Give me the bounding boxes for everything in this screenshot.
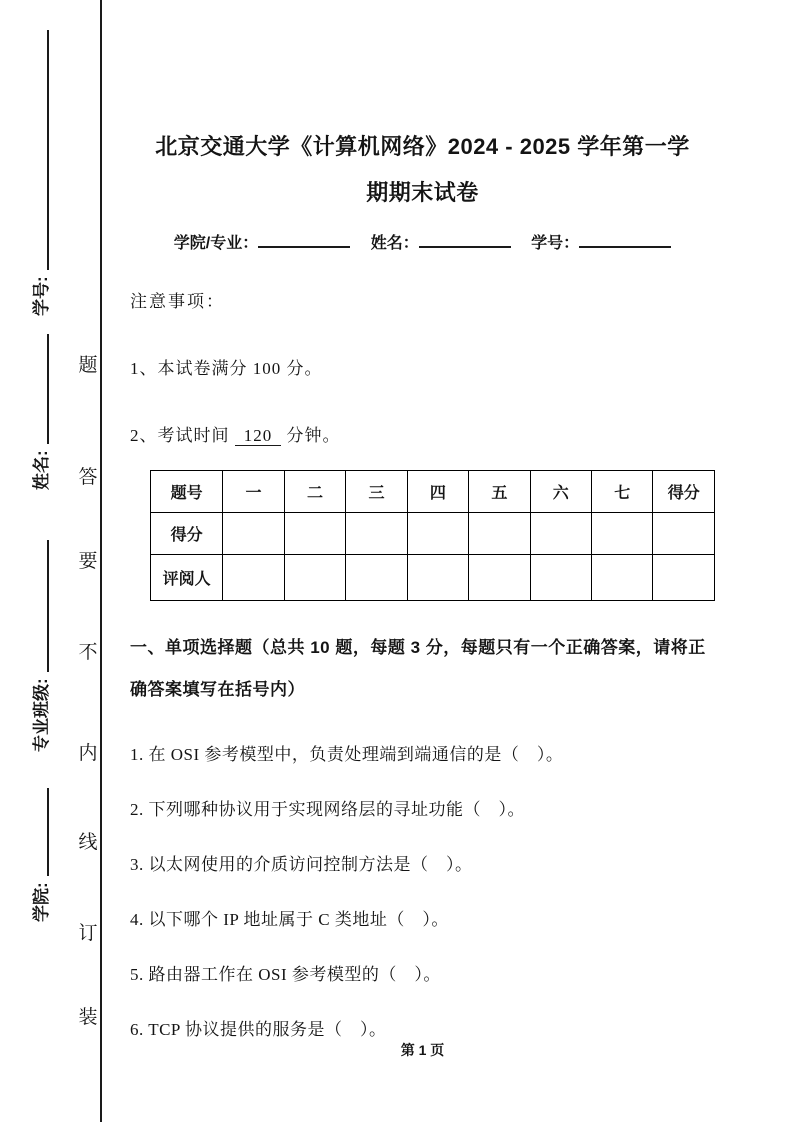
fill-blank-line xyxy=(47,788,49,876)
reviewer-cell xyxy=(530,555,591,601)
score-table-col-header: 得分 xyxy=(653,471,715,513)
exam-title xyxy=(130,124,715,216)
exam-title-line2: 期期末试卷 xyxy=(366,180,479,205)
margin-name-label: 姓名: xyxy=(32,450,51,490)
score-table-col-header: 二 xyxy=(284,471,345,513)
margin-class-field xyxy=(26,540,52,752)
margin-student-id-label: 学号: xyxy=(32,276,51,316)
exam-duration-value: 120 xyxy=(235,426,282,446)
margin-name-field xyxy=(26,334,52,490)
score-table-reviewer-row xyxy=(151,555,715,601)
binding-char: 要 xyxy=(78,551,98,572)
name-label: 姓名： xyxy=(370,235,419,252)
score-table-header-row xyxy=(151,471,715,513)
binding-char: 答 xyxy=(78,467,98,488)
score-cell xyxy=(592,513,653,555)
notice-item-1: 1、本试卷满分 100 分。 xyxy=(130,359,323,378)
reviewer-cell xyxy=(407,555,468,601)
score-table-col-header: 三 xyxy=(346,471,407,513)
notice-item-2-prefix: 2、考试时间 xyxy=(130,426,230,445)
name-blank xyxy=(419,230,511,248)
fill-blank-line xyxy=(47,30,49,270)
reviewer-cell xyxy=(346,555,407,601)
fill-blank-line xyxy=(47,334,49,444)
exam-title-line1: 北京交通大学《计算机网络》2024 - 2025 学年第一学 xyxy=(155,134,690,159)
binding-divider-line xyxy=(100,0,102,1122)
question-item: 4. 以下哪个 IP 地址属于 C 类地址（ ）。 xyxy=(130,910,449,929)
college-major-blank xyxy=(258,230,350,248)
binding-char: 内 xyxy=(78,743,98,764)
margin-college-field xyxy=(26,788,52,922)
score-table xyxy=(150,470,715,601)
reviewer-cell xyxy=(653,555,715,601)
notice-item-2 xyxy=(130,421,715,446)
reviewer-cell xyxy=(469,555,530,601)
question-item: 3. 以太网使用的介质访问控制方法是（ ）。 xyxy=(130,855,473,874)
question-item: 5. 路由器工作在 OSI 参考模型的（ ）。 xyxy=(130,965,441,984)
score-table-col-header: 六 xyxy=(530,471,591,513)
fill-blank-line xyxy=(47,540,49,672)
score-table-score-row xyxy=(151,513,715,555)
question-item: 2. 下列哪种协议用于实现网络层的寻址功能（ ）。 xyxy=(130,800,525,819)
binding-char: 订 xyxy=(78,923,98,944)
score-cell xyxy=(346,513,407,555)
section-1-heading: 一、单项选择题（总共 10 题，每题 3 分，每题只有一个正确答案，请将正确答案填写在括号内） xyxy=(130,638,706,699)
notice-heading: 注意事项： xyxy=(130,292,225,311)
score-cell xyxy=(407,513,468,555)
page-number: 第 1 页 xyxy=(400,1042,445,1058)
score-table-col-header: 七 xyxy=(592,471,653,513)
binding-char: 装 xyxy=(78,1007,98,1028)
reviewer-cell xyxy=(284,555,345,601)
score-table-col-header: 四 xyxy=(407,471,468,513)
margin-college-label: 学院: xyxy=(32,882,51,922)
college-major-label: 学院/专业： xyxy=(173,235,259,252)
score-cell xyxy=(653,513,715,555)
binding-char: 线 xyxy=(78,832,98,853)
exam-content xyxy=(130,0,715,1041)
reviewer-row-label: 评阅人 xyxy=(151,555,223,601)
score-cell xyxy=(223,513,284,555)
score-row-label: 得分 xyxy=(151,513,223,555)
binding-char: 题 xyxy=(78,355,98,376)
student-info-line xyxy=(130,230,715,253)
student-id-label: 学号： xyxy=(531,235,580,252)
student-id-blank xyxy=(579,230,671,248)
score-cell xyxy=(469,513,530,555)
score-cell xyxy=(284,513,345,555)
notice-item-2-suffix: 分钟。 xyxy=(286,426,341,445)
margin-student-id-field xyxy=(26,30,52,316)
score-table-col-header: 一 xyxy=(223,471,284,513)
score-cell xyxy=(530,513,591,555)
binding-char: 不 xyxy=(78,642,98,663)
reviewer-cell xyxy=(223,555,284,601)
score-table-col-header: 五 xyxy=(469,471,530,513)
margin-class-label: 专业班级: xyxy=(32,678,51,752)
question-item: 6. TCP 协议提供的服务是（ ）。 xyxy=(130,1020,387,1039)
score-table-col-header: 题号 xyxy=(151,471,223,513)
reviewer-cell xyxy=(592,555,653,601)
question-item: 1. 在 OSI 参考模型中，负责处理端到端通信的是（ ）。 xyxy=(130,745,564,764)
